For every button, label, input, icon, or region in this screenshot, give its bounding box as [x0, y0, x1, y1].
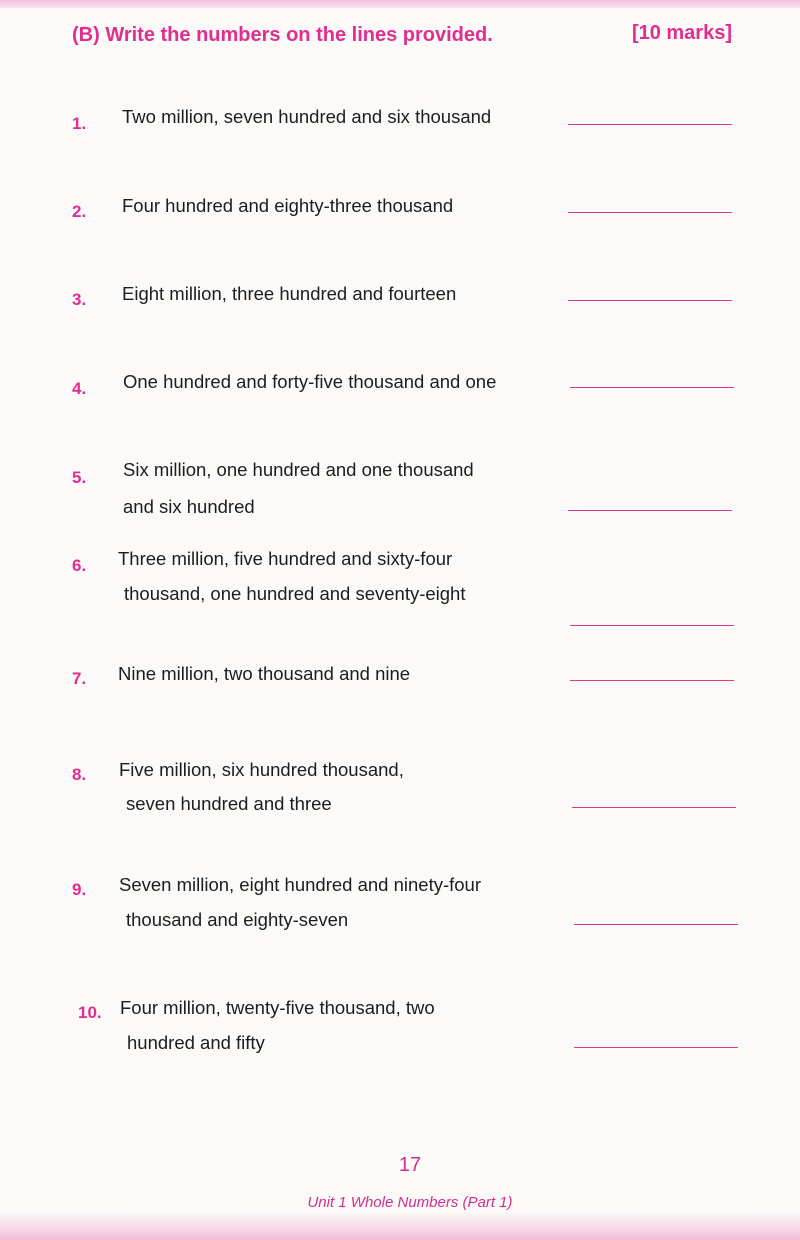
answer-line[interactable]	[570, 605, 734, 626]
question-item	[0, 106, 800, 176]
question-number: 2.	[72, 202, 87, 221]
question-item	[0, 759, 800, 829]
question-text: Four million, twenty-five thousand, two	[120, 997, 435, 1018]
question-text: Seven million, eight hundred and ninety-four	[119, 874, 482, 895]
answer-line[interactable]	[568, 280, 732, 301]
answer-line[interactable]	[570, 367, 734, 388]
question-item	[0, 195, 800, 265]
section-header	[72, 24, 734, 54]
question-item	[0, 997, 800, 1067]
question-text: Two million, seven hundred and six thousand	[122, 106, 492, 127]
question-number: 8.	[72, 765, 87, 784]
question-text: Three million, five hundred and sixty-four	[118, 548, 453, 569]
question-number: 7.	[72, 669, 87, 688]
question-number: 1.	[72, 114, 87, 133]
question-text-continued: thousand, one hundred and seventy-eight	[124, 583, 466, 604]
question-number: 5.	[72, 468, 87, 487]
question-number: 6.	[72, 556, 87, 575]
answer-line[interactable]	[568, 490, 732, 511]
question-text: Five million, six hundred thousand,	[119, 759, 404, 780]
answer-line[interactable]	[568, 192, 732, 213]
question-item	[0, 874, 800, 944]
question-item	[0, 371, 800, 441]
question-number: 4.	[72, 379, 87, 398]
answer-line[interactable]	[574, 904, 738, 925]
bottom-pink-band	[0, 1212, 800, 1240]
question-text: One hundred and forty-five thousand and one	[123, 371, 497, 392]
answer-line[interactable]	[572, 787, 736, 808]
question-text-continued: hundred and fifty	[127, 1032, 265, 1053]
answer-line[interactable]	[570, 660, 734, 681]
question-number: 3.	[72, 290, 87, 309]
question-item	[0, 663, 800, 733]
unit-title: Unit 1 Whole Numbers (Part 1)	[307, 1194, 513, 1211]
question-text-continued: thousand and eighty-seven	[126, 909, 349, 930]
question-item	[0, 548, 800, 618]
answer-line[interactable]	[574, 1027, 738, 1048]
marks-label: [10 marks]	[631, 22, 732, 44]
question-text: Nine million, two thousand and nine	[118, 663, 411, 684]
question-text: Six million, one hundred and one thousand	[123, 459, 474, 480]
question-number: 10.	[78, 1003, 102, 1022]
top-pink-band	[0, 0, 800, 8]
question-number: 9.	[72, 880, 87, 899]
answer-line[interactable]	[568, 104, 732, 125]
question-text-continued: seven hundred and three	[126, 793, 332, 814]
page-number: 17	[398, 1154, 422, 1176]
question-item	[0, 283, 800, 353]
question-text: Four hundred and eighty-three thousand	[122, 195, 454, 216]
section-title: (B) Write the numbers on the lines provided.	[72, 24, 493, 46]
question-item	[0, 459, 800, 529]
question-text-continued: and six hundred	[123, 496, 255, 517]
question-text: Eight million, three hundred and fourteen	[122, 283, 457, 304]
